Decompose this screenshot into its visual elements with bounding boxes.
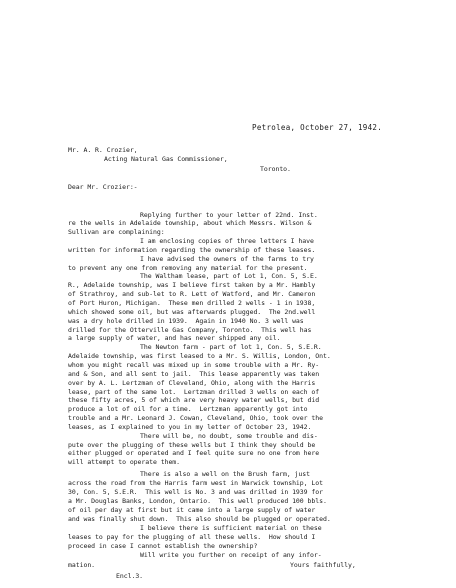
body-line: and was finally shut down. This also should be plugged or operated. <box>68 515 331 523</box>
body-line: produce a lot of oil for a time. Lertzman apparently got into <box>68 405 308 413</box>
body-line: written for information regarding the ownership of these leases. <box>68 246 316 254</box>
body-line: whom you might recall was mixed up in some trouble with a Mr. Ry- <box>68 361 320 369</box>
body-line: of Strathroy, and sub-let to R. Lett of Watford, and Mr. Cameron <box>68 290 316 298</box>
enclosure-note: Encl.3. <box>116 572 144 580</box>
body-line: either plugged or operated and I feel quite sure no one from here <box>68 449 320 457</box>
body-line: these fifty acres, 5 of which are very heavy water wells, but did <box>68 396 320 404</box>
body-line: pute over the plugging of these wells but I think they should be <box>68 441 316 449</box>
body-line: Replying further to your letter of 22nd. Inst. <box>140 211 318 219</box>
body-line: to prevent any one from removing any material for the present. <box>68 264 308 272</box>
body-line: will attempt to operate them. <box>68 458 181 466</box>
body-line: which showed some oil, but was afterwards plugged. The 2nd.well <box>68 308 316 316</box>
addressee-title: Acting Natural Gas Commissioner, <box>104 155 228 163</box>
body-line: lease, part of the same lot. Lertzman drilled 3 wells on each of <box>68 388 320 396</box>
body-line: leases to pay for the plugging of all these wells. How should I <box>68 533 316 541</box>
letter-date: Petrolea, October 27, 1942. <box>252 123 383 132</box>
body-line: trouble and a Mr. Leonard J. Cowan, Cleveland, Ohio, took over the <box>68 414 323 422</box>
body-line: a large supply of water, and has never shipped any oil. <box>68 334 281 342</box>
body-line: leases, as I explained to you in my letter of October 23, 1942. <box>68 423 312 431</box>
body-line: There will be, no doubt, some trouble and dis- <box>140 432 318 440</box>
body-line: There is also a well on the Brush farm, just <box>140 470 310 478</box>
body-line: re the wells in Adelaide township, about which Messrs. Wilson & <box>68 219 312 227</box>
body-line: Will write you further on receipt of any infor- <box>140 551 322 559</box>
body-line: Sullivan are complaining: <box>68 228 165 236</box>
body-line: I am enclosing copies of three letters I have <box>140 237 314 245</box>
body-line: R., Adelaide township, was I believe first taken by a Mr. Hambly <box>68 281 316 289</box>
body-line: over by A. L. Lertzman of Cleveland, Ohio, along with the Harris <box>68 379 316 387</box>
body-line: of oil per day at first but it came into a large supply of water <box>68 506 316 514</box>
body-line: was a dry hole drilled in 1939. Again in 1940 No. 3 well was <box>68 317 304 325</box>
body-line: and & Son, and all sent to jail. This lease apparently was taken <box>68 370 320 378</box>
closing: Yours faithfully, <box>290 561 356 569</box>
addressee-name: Mr. A. R. Crozier, <box>68 146 138 154</box>
body-line: 30, Con. 5, S.E.R. This well is No. 3 and was drilled in 1939 for <box>68 488 323 496</box>
body-line: I believe there is sufficient material on these <box>140 524 322 532</box>
body-line: The Newton farm - part of lot 1, Con. 5, S.E.R. <box>140 343 322 351</box>
body-line: The Waltham lease, part of Lot 1, Con. 5, S.E. <box>140 272 318 280</box>
body-line: drilled for the Otterville Gas Company, Toronto. This well has <box>68 326 312 334</box>
body-line: mation. <box>68 561 96 569</box>
body-line: across the road from the Harris farm west in Warwick township, Lot <box>68 479 323 487</box>
body-line: Adelaide township, was first leased to a Mr. S. Willis, London, Ont. <box>68 352 331 360</box>
body-line: proceed in case I cannot establish the ownership? <box>68 542 258 550</box>
body-line: a Mr. Douglas Banks, London, Ontario. This well produced 100 bbls. <box>68 497 327 505</box>
salutation: Dear Mr. Crozier:- <box>68 183 138 191</box>
addressee-city: Toronto. <box>260 165 291 173</box>
body-line: of Port Huron, Michigan. These men drilled 2 wells - 1 in 1938, <box>68 299 316 307</box>
body-line: I have advised the owners of the farms to try <box>140 255 314 263</box>
